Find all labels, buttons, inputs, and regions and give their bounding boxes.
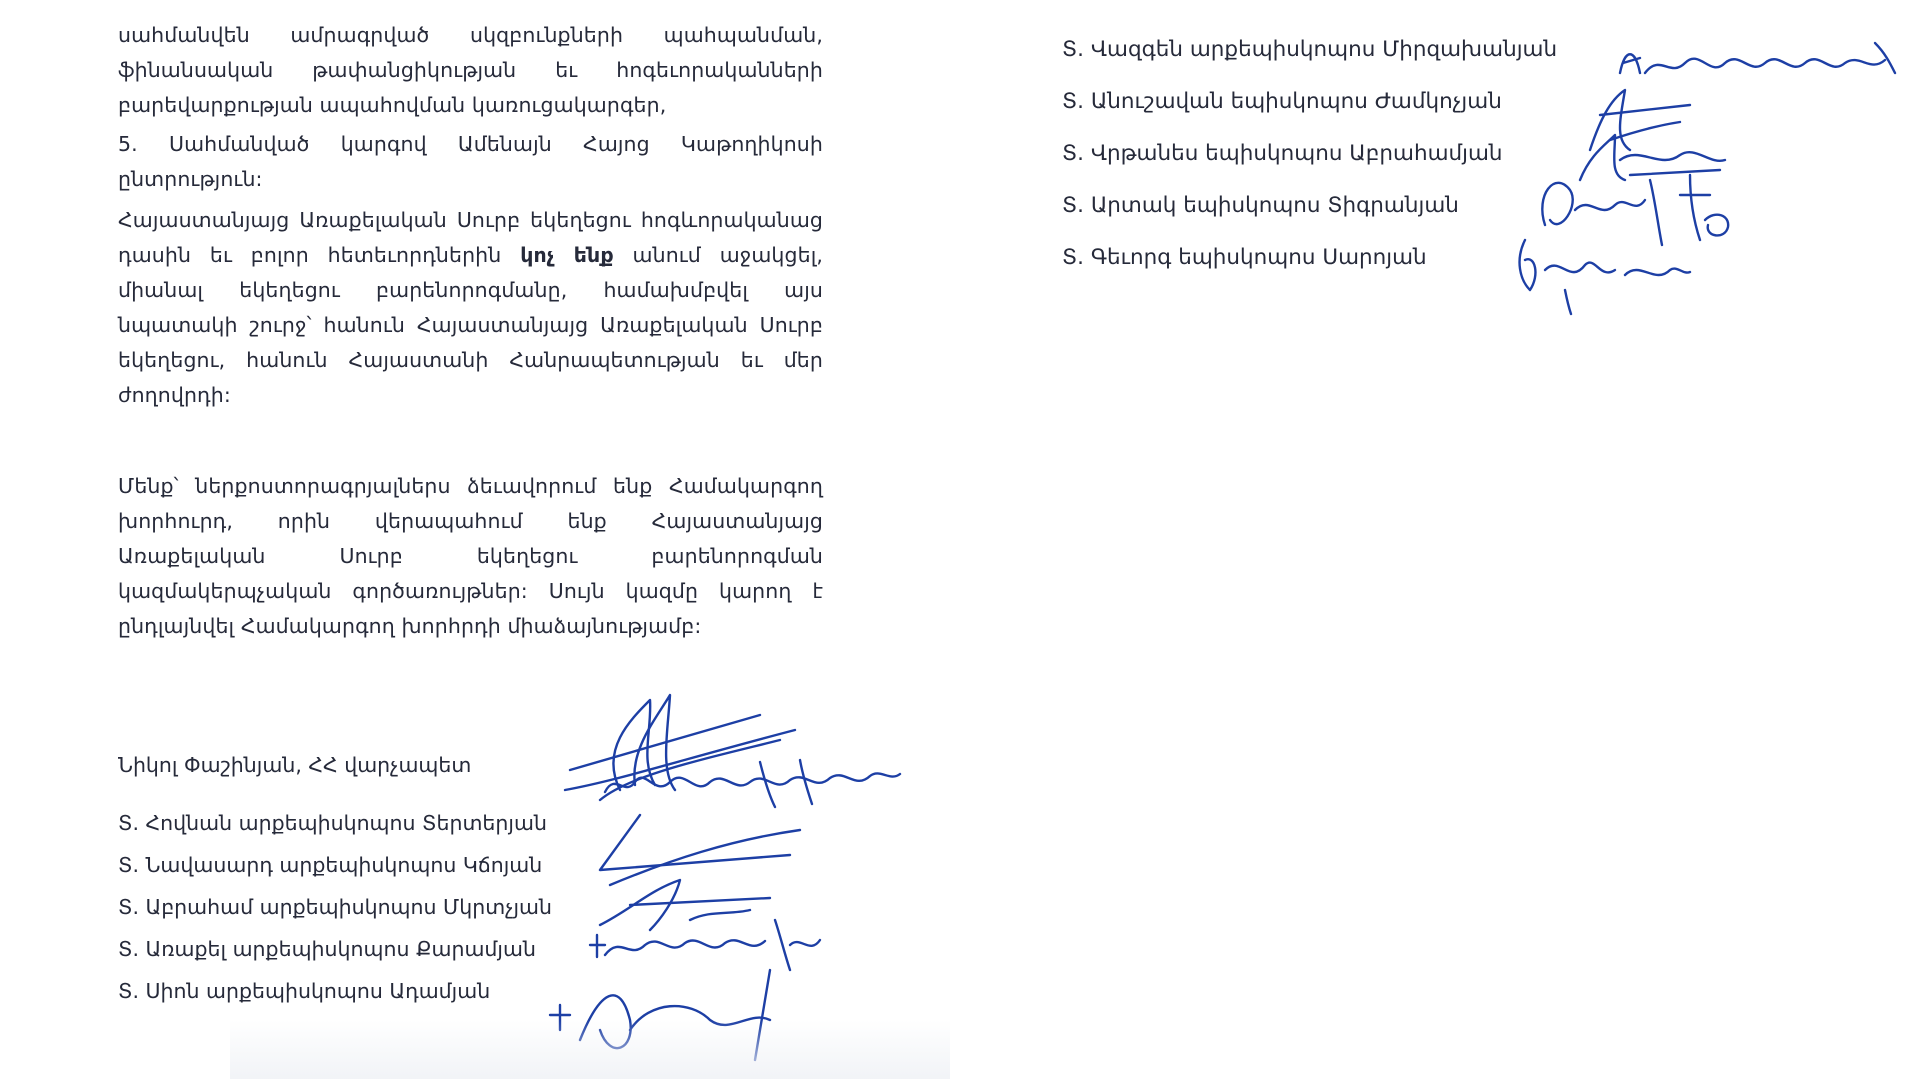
paragraph-4 (118, 469, 823, 644)
signature-terteryan (600, 752, 920, 812)
document-body (118, 18, 823, 644)
signatory-name: Տ. Վազգեն արքեպիսկոպոս Միրզախանյան (1062, 37, 1558, 62)
signatory-name: Տ. Վրթանես եպիսկոպոս Աբրահամյան (1062, 141, 1503, 166)
paragraph-2-text: 5. Սահմանված կարգով Ամենայն Հայոց Կաթողիկոսի ընտրություն: (118, 132, 823, 191)
signatory-name: Տ. Անուշավան եպիսկոպոս Ժամկոչյան (1062, 89, 1502, 114)
signatory-name: Նիկոլ Փաշինյան, ՀՀ վարչապետ (118, 753, 472, 777)
signature-mirzakhanyan (1615, 28, 1905, 88)
signatory-name: Տ. Նավասարդ արքեպիսկոպոս Կճոյան (118, 853, 543, 877)
paragraph-3-bold-call: կոչ ենք (520, 243, 614, 267)
paragraph-3-text-after: անում աջակցել, միանալ եկեղեցու բարենորոգմանը, համախմբվել այս նպատակի շուրջ՝ հանուն Հայաստանյայց Առաքելական Սուրբ եկեղեցու, հանուն Հայաստանի Հանրապետության եւ մեր ժողովրդի: (118, 243, 823, 407)
paragraph-4-text: Մենք՝ ներքոստորագրյալներս ձեւավորում ենք Համակարգող խորհուրդ, որին վերապահում ենք Հայաստանյայց Առաքելական Սուրբ եկեղեցու բարենորոգման կազմակերպչական գործառույթներ: Սույն կազմը կարող է ընդլայնվել Համակարգող խորհրդի միաձայնությամբ: (118, 474, 823, 638)
signatory-name: Տ. Արտակ եպիսկոպոս Տիգրանյան (1062, 193, 1459, 218)
paragraph-2 (118, 127, 823, 197)
signature-saroyan (1505, 230, 1695, 315)
signatory-list-right (1062, 32, 1557, 292)
page-bottom-shadow (230, 1020, 950, 1079)
signatory-name: Տ. Աբրահամ արքեպիսկոպոս Մկրտչյան (118, 895, 553, 919)
paragraph-3 (118, 203, 823, 413)
paragraph-3-text-before: Հայաստանյայց Առաքելական Սուրբ եկեղեցու հոգևորականաց դասին եւ բոլոր հետեւորդներին (118, 208, 823, 267)
paragraph-1-text: սահմանվեն ամրագրված սկզբունքների պահպանման, ֆինանսական թափանցիկության եւ հոգեւորականների բարեվարքության ապահովման կառուցակարգեր, (118, 23, 823, 117)
signatory-name: Տ. Հովնան արքեպիսկոպոս Տերտերյան (118, 811, 547, 835)
signatory-name: Տ. Առաքել արքեպիսկոպոս Քարամյան (118, 937, 536, 961)
paragraph-1 (118, 18, 823, 123)
signatory-name: Տ. Սիոն արքեպիսկոպոս Ադամյան (118, 979, 491, 1003)
signatory-name: Տ. Գեւորգ եպիսկոպոս Սարոյան (1062, 245, 1427, 270)
